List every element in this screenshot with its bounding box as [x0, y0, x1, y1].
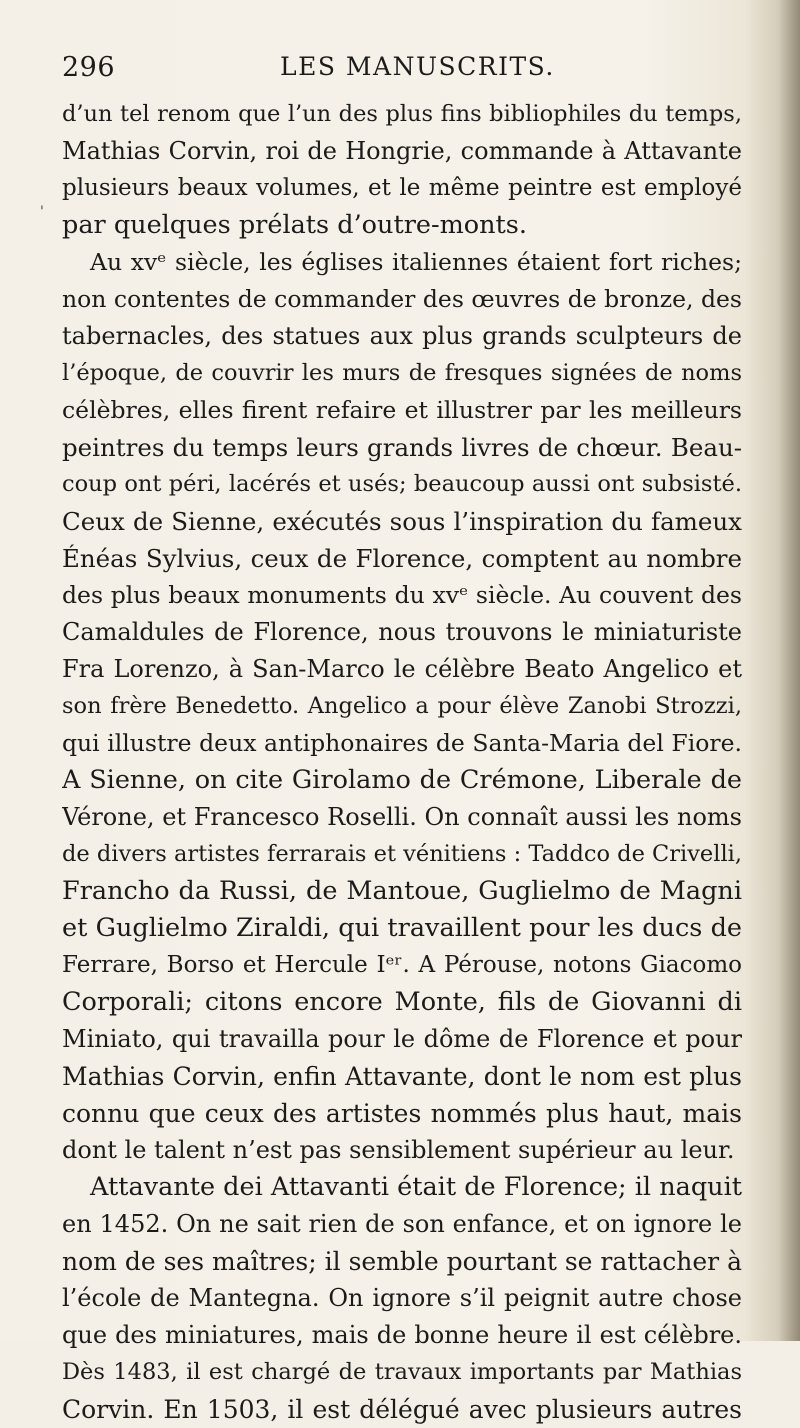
text-line: connu que ceux des artistes nommés plus haut, mais: [62, 1099, 742, 1128]
body-text: [62, 96, 742, 1428]
text-line: tabernacles, des statues aux plus grands sculpteurs de: [62, 322, 742, 350]
text-line: que des miniatures, mais de bonne heure il est célèbre.: [62, 1321, 742, 1349]
text-line: de divers artistes ferrarais et vénitiens : Taddco de Crivelli,: [62, 841, 742, 867]
text-line: Corvin. En 1503, il est délégué avec plusieurs autres: [62, 1395, 742, 1424]
text-line: et Guglielmo Ziraldi, qui travaillent pour les ducs de: [62, 913, 742, 943]
page-edge-shadow: [778, 0, 800, 1341]
text-line: Fra Lorenzo, à San-Marco le célèbre Beato Angelico et: [62, 655, 742, 683]
text-line: Ferrare, Borso et Hercule Iᵉʳ. A Pérouse, notons Giacomo: [62, 952, 742, 978]
text-line: qui illustre deux antiphonaires de Santa-Maria del Fiore.: [62, 729, 742, 757]
page-header: [62, 52, 734, 92]
text-line: son frère Benedetto. Angelico a pour élève Zanobi Strozzi,: [62, 693, 742, 719]
text-line: Mathias Corvin, enfin Attavante, dont le nom est plus: [62, 1062, 742, 1091]
text-line: des plus beaux monuments du xvᵉ siècle. Au couvent des: [62, 581, 742, 609]
text-line: par quelques prélats d’outre-monts.: [62, 210, 527, 240]
text-line: A Sienne, on cite Girolamo de Crémone, Liberale de: [62, 765, 742, 795]
text-line: nom de ses maîtres; il semble pourtant se rattacher à: [62, 1247, 742, 1276]
text-line: Camaldules de Florence, nous trouvons le miniaturiste: [62, 618, 742, 646]
text-line: Attavante dei Attavanti était de Florence; il naquit: [90, 1172, 742, 1202]
text-line: en 1452. On ne sait rien de son enfance, et on ignore le: [62, 1210, 742, 1238]
text-line: célèbres, elles firent refaire et illustrer par les meilleurs: [62, 396, 742, 424]
text-line: Ceux de Sienne, exécutés sous l’inspiration du fameux: [62, 507, 742, 536]
text-line: Mathias Corvin, roi de Hongrie, commande à Attavante: [62, 137, 742, 165]
text-line: Corporali; citons encore Monte, fils de Giovanni di: [62, 987, 742, 1017]
text-line: Énéas Sylvius, ceux de Florence, comptent au nombre: [62, 544, 742, 573]
text-line: l’époque, de couvrir les murs de fresques signées de noms: [62, 360, 742, 386]
text-line: non contentes de commander des œuvres de bronze, des: [62, 285, 742, 313]
margin-mark: ': [40, 204, 44, 220]
text-line: peintres du temps leurs grands livres de chœur. Beau-: [62, 433, 742, 462]
text-line: Au xvᵉ siècle, les églises italiennes étaient fort riches;: [90, 248, 742, 276]
text-line: Vérone, et Francesco Roselli. On connaît aussi les noms: [62, 803, 742, 831]
text-line: Miniato, qui travailla pour le dôme de Florence et pour: [62, 1025, 742, 1053]
text-line: coup ont péri, lacérés et usés; beaucoup aussi ont subsisté.: [62, 471, 742, 497]
text-line: Dès 1483, il est chargé de travaux importants par Mathias: [62, 1359, 742, 1385]
text-line: l’école de Mantegna. On ignore s’il peignit autre chose: [62, 1284, 742, 1312]
text-line: dont le talent n’est pas sensiblement supérieur au leur.: [62, 1136, 735, 1164]
page-number: 296: [62, 52, 116, 83]
text-line: d’un tel renom que l’un des plus fins bibliophiles du temps,: [62, 101, 742, 127]
text-line: Francho da Russi, de Mantoue, Guglielmo de Magni: [62, 876, 742, 906]
text-line: plusieurs beaux volumes, et le même peintre est employé: [62, 175, 742, 201]
running-title: LES MANUSCRITS.: [280, 52, 555, 81]
